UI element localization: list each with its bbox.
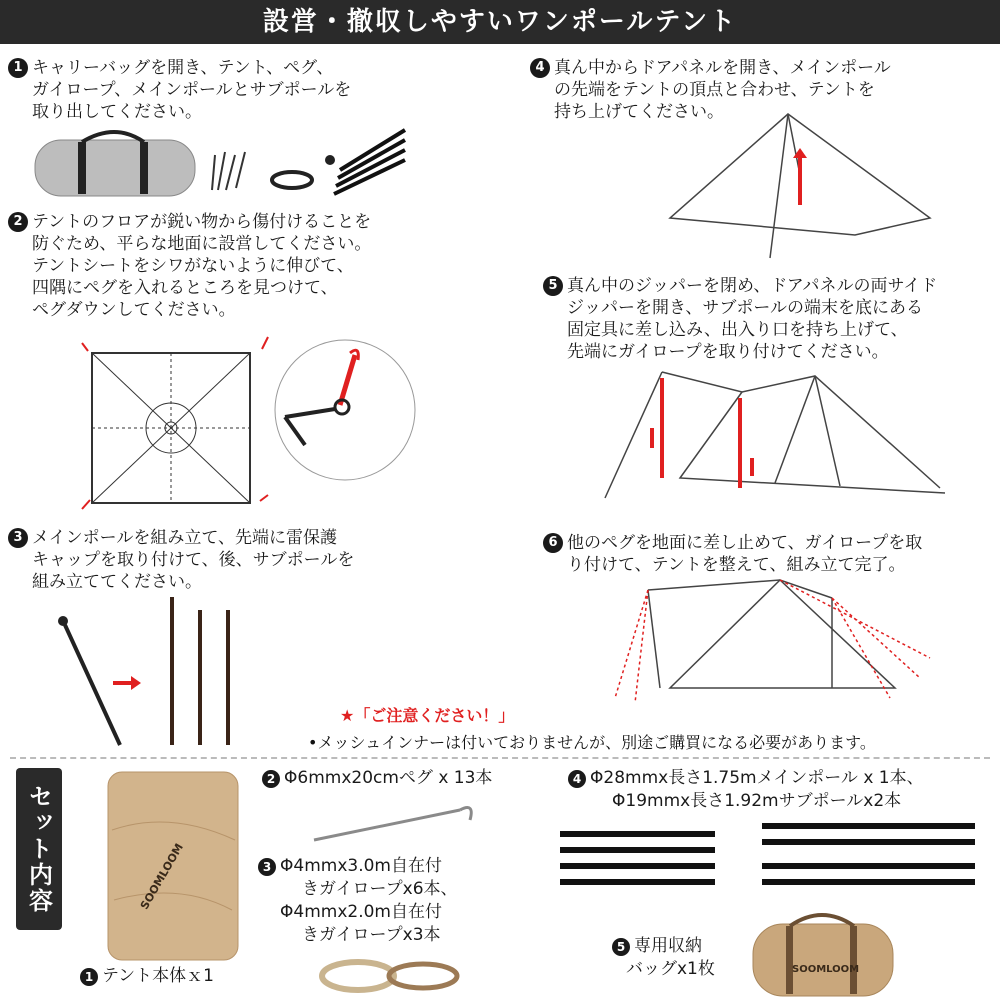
tent-complete-icon xyxy=(648,580,895,688)
step-4: 4 真ん中からドアパネルを開き、メインポール の先端をテントの頂点と合わせ、テントを 持ち上げてください。 xyxy=(530,57,891,123)
set-item-1: 1 テント本体ｘ1 xyxy=(80,965,214,988)
step-number: 5 xyxy=(543,276,563,296)
set-item-3: 3 Φ4mmx3.0m自在付 きガイロープx6本、 Φ4mmx2.0m自在付 きガイロープx3本 xyxy=(258,855,458,947)
step-2-illustration xyxy=(80,335,420,515)
step-1-illustration xyxy=(30,130,400,200)
step-number: 4 xyxy=(530,58,550,78)
pegs-icon xyxy=(212,152,245,190)
caution-title: ★「ご注意ください！」 xyxy=(340,706,515,725)
set-contents-label: セット内容 xyxy=(16,768,62,930)
peg-detail-icon xyxy=(275,340,415,480)
tent-brand-logo: SOOMLOOM xyxy=(137,841,187,912)
set-item-4: 4 Φ28mmx長さ1.75mメインポール x 1本、 Φ19mmx長さ1.92mサブポールx2本 xyxy=(568,767,924,813)
step-5-illustration xyxy=(600,368,960,518)
step-6: 6 他のペグを地面に差し止めて、ガイロープを取 り付けて、テントを整えて、組み立て完了。 xyxy=(543,532,922,576)
main-pole-cap-icon xyxy=(58,616,120,745)
step-3-illustration xyxy=(55,595,255,750)
poles-icon xyxy=(550,820,980,890)
peg-icon xyxy=(310,798,480,848)
step-6-illustration xyxy=(610,578,950,708)
step-number: 3 xyxy=(8,528,28,548)
storage-bag-image xyxy=(748,910,898,998)
step-3: 3 メインポールを組み立て、先端に雷保護 キャップを取り付けて、後、サブポールを 組み立ててください。 xyxy=(8,527,354,593)
arrow-up-icon xyxy=(793,148,807,205)
poles-icon xyxy=(334,130,405,194)
step-2: 2 テントのフロアが鋭い物から傷付けることを 防ぐため、平らな地面に設営してください。 テントシートをシワがないように伸びて、 四隅にペグを入れるところを見つけて、 ペグダウンしてください。 xyxy=(8,211,371,321)
step-4-illustration xyxy=(660,110,960,260)
bag-brand-logo: SOOMLOOM xyxy=(792,964,860,975)
sub-poles-icon xyxy=(172,597,228,745)
step-1: 1 キャリーバッグを開き、テント、ペグ、 ガイロープ、メインポールとサブポールを 取り出してください。 xyxy=(8,57,351,123)
set-item-2: 2 Φ6mmx20cmペグ x 13本 xyxy=(262,767,492,790)
arrow-right-icon xyxy=(113,676,141,690)
step-number: 6 xyxy=(543,533,563,553)
caution-text: •メッシュインナーは付いておりませんが、別途ご購買になる必要があります。 xyxy=(308,733,876,752)
tent-floor-icon xyxy=(92,353,250,503)
page-title: 設営・撤収しやすいワンポールテント xyxy=(0,0,1000,44)
tent-entrance-icon xyxy=(605,372,945,498)
guy-ropes-icon xyxy=(615,580,930,703)
tent-body-image xyxy=(100,770,250,965)
step-5: 5 真ん中のジッパーを閉め、ドアパネルの両サイド ジッパーを開き、サブポールの端末を底にある 固定具に差し込み、出入り口を持ち上げて、 先端にガイロープを取り付けてください。 xyxy=(543,275,937,363)
guy-rope-icon xyxy=(318,952,468,997)
guy-rope-icon xyxy=(272,155,335,188)
set-item-5: 5 専用収納 バッグx1枚 xyxy=(612,935,715,981)
step-number: 2 xyxy=(8,212,28,232)
step-number: 1 xyxy=(8,58,28,78)
arrow-up-icon xyxy=(652,378,752,488)
carry-bag-icon xyxy=(35,132,195,196)
section-divider xyxy=(10,757,990,759)
